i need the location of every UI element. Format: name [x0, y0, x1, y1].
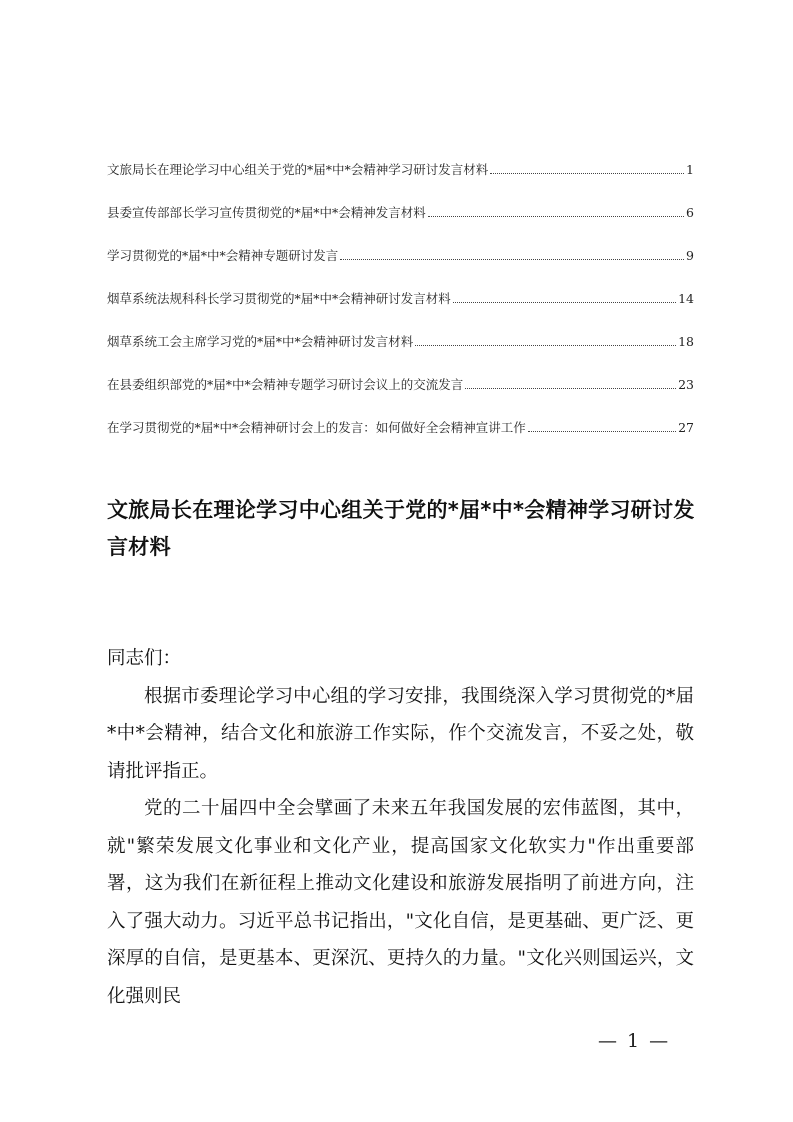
toc-leader-dots	[415, 345, 676, 346]
toc-entry-page: 9	[686, 248, 694, 263]
toc-leader-dots	[428, 216, 684, 217]
toc-leader-dots	[490, 173, 684, 174]
toc-entry-page: 14	[678, 291, 694, 306]
toc-leader-dots	[465, 388, 676, 389]
toc-leader-dots	[528, 431, 676, 432]
toc-entry-title: 学习贯彻党的*届*中*会精神专题研讨发言	[107, 248, 339, 263]
page-number: — 1 —	[598, 1030, 671, 1052]
toc-entry[interactable]	[107, 203, 694, 246]
toc-entry-title: 在县委组织部党的*届*中*会精神专题学习研讨会议上的交流发言	[107, 377, 464, 392]
toc-entry-page: 23	[678, 377, 694, 392]
toc-entry-title: 烟草系统法规科科长学习贯彻党的*届*中*会精神研讨发言材料	[107, 291, 451, 306]
toc-entry-page: 27	[678, 420, 694, 435]
toc-entry[interactable]	[107, 332, 694, 375]
toc-entry[interactable]	[107, 246, 694, 289]
toc-leader-dots	[453, 302, 676, 303]
document-heading: 文旅局长在理论学习中心组关于党的*届*中*会精神学习研讨发言材料	[107, 498, 695, 559]
salutation: 同志们：	[107, 648, 182, 669]
toc-entry-title: 文旅局长在理论学习中心组关于党的*届*中*会精神学习研讨发言材料	[107, 162, 489, 177]
body-paragraph: 根据市委理论学习中心组的学习安排，我围绕深入学习贯彻党的*届*中*会精神，结合文化和旅游工作实际，作个交流发言，不妥之处，敬请批评指正。	[107, 685, 694, 782]
toc-entry[interactable]	[107, 289, 694, 332]
toc-entry-page: 6	[686, 205, 694, 220]
toc-leader-dots	[340, 259, 684, 260]
toc-entry-page: 18	[678, 334, 694, 349]
toc-entry-title: 在学习贯彻党的*届*中*会精神研讨会上的发言：如何做好全会精神宣讲工作	[107, 420, 526, 435]
toc-entry-title: 县委宣传部部长学习宣传贯彻党的*届*中*会精神发言材料	[107, 205, 426, 220]
toc-entry-title: 烟草系统工会主席学习党的*届*中*会精神研讨发言材料	[107, 334, 414, 349]
toc-entry-page: 1	[686, 162, 694, 177]
document-body	[107, 640, 694, 1015]
toc-entry[interactable]	[107, 418, 694, 461]
toc-entry[interactable]	[107, 160, 694, 203]
body-paragraph: 党的二十届四中全会擘画了未来五年我国发展的宏伟蓝图，其中，就"繁荣发展文化事业和文化产业，提高国家文化软实力"作出重要部署，这为我们在新征程上推动文化建设和旅游发展指明了前进方向，注入了强大动力。习近平总书记指出，"文化自信，是更基础、更广泛、更深厚的自信，是更基本、更深沉、更持久的力量。"文化兴则国运兴，文化强则民	[107, 798, 694, 1007]
toc-entry[interactable]	[107, 375, 694, 418]
table-of-contents	[107, 160, 694, 461]
